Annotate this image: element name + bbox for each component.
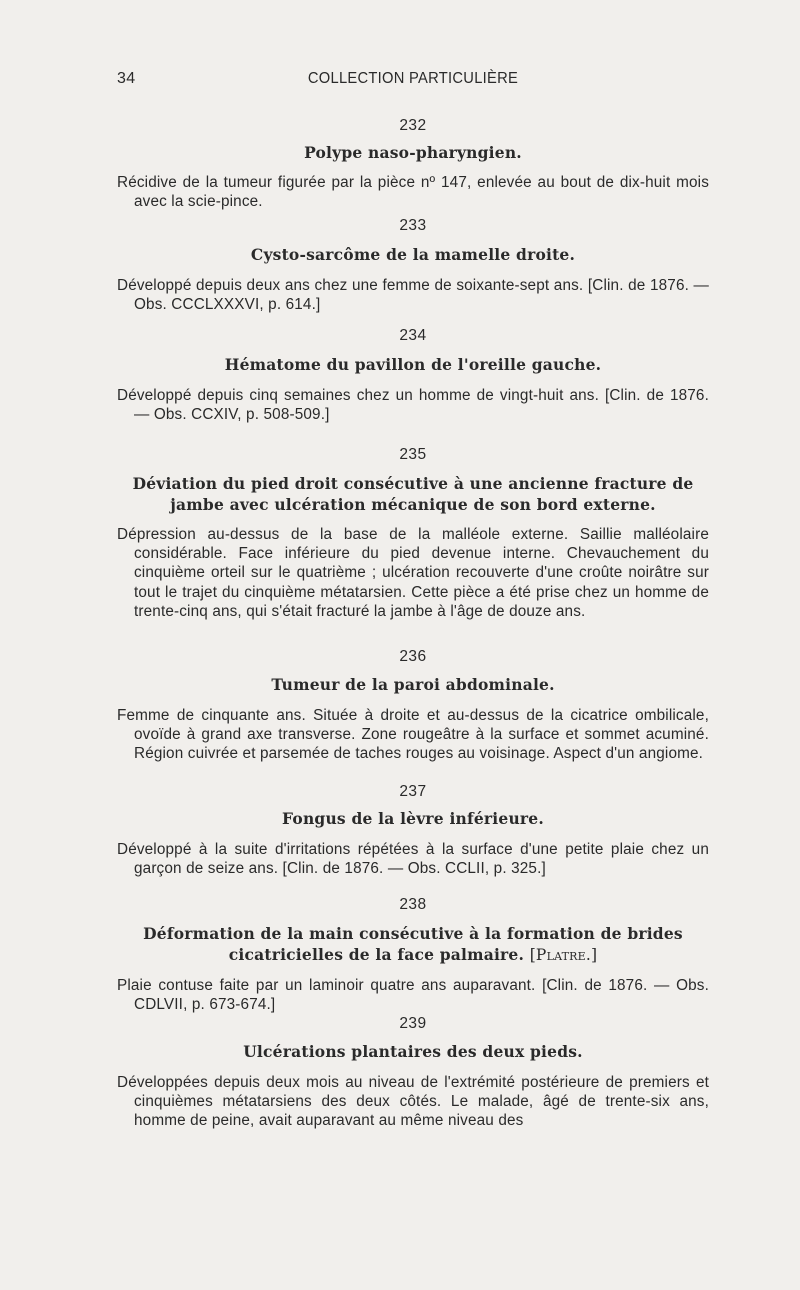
entry-text: Femme de cinquante ans. Située à droite et au-dessus de la cicatrice ombilicale, ovoïde à grand axe transverse. Zone rougeâtre à la surface et sommet acuminé. Région cuivrée et parsemée de taches rouges au voisinage. Aspect d'un angiome. bbox=[117, 707, 709, 763]
entry-number: 239 bbox=[399, 1015, 427, 1032]
entry-number: 234 bbox=[399, 327, 427, 344]
entry-title: Fongus de la lèvre inférieure. bbox=[282, 809, 544, 828]
entry-title-line: Déviation du pied droit consécutive à une ancienne fracture de bbox=[132, 474, 694, 493]
entry-title-note: [Platre.] bbox=[529, 946, 598, 964]
entry-number: 232 bbox=[399, 117, 427, 134]
entry-text: Plaie contuse faite par un laminoir quatre ans auparavant. [Clin. de 1876. — Obs. CDLVII, p. 673-674.] bbox=[117, 977, 709, 1014]
entry-number: 236 bbox=[399, 648, 427, 665]
catalog-entry bbox=[117, 893, 709, 1014]
entry-title: Polype naso-pharyngien. bbox=[304, 143, 522, 162]
entry-title: Tumeur de la paroi abdominale. bbox=[271, 675, 555, 694]
entry-text: Développé à la suite d'irritations répétées à la surface d'une petite plaie chez un garçon de seize ans. [Clin. de 1876. — Obs. CCLII, p. 325.] bbox=[117, 841, 709, 878]
entry-text: Développé depuis cinq semaines chez un homme de vingt-huit ans. [Clin. de 1876. — Obs. CCXIV, p. 508-509.] bbox=[117, 387, 709, 424]
page-header bbox=[117, 70, 709, 92]
page-number: 34 bbox=[117, 70, 136, 87]
entry-title-line bbox=[117, 944, 709, 966]
entry-title bbox=[117, 473, 709, 515]
entry-number: 238 bbox=[399, 896, 427, 913]
entry-text: Récidive de la tumeur figurée par la pièce nº 147, enlevée au bout de dix-huit mois avec la scie-pince. bbox=[117, 174, 709, 211]
entry-title-line: jambe avec ulcération mécanique de son bord externe. bbox=[170, 495, 656, 514]
entry-number: 235 bbox=[399, 446, 427, 463]
catalog-entry bbox=[117, 1012, 709, 1131]
entry-number: 237 bbox=[399, 783, 427, 800]
catalog-entry bbox=[117, 114, 709, 211]
entry-title-line: Déformation de la main consécutive à la formation de brides bbox=[143, 924, 683, 943]
catalog-entry bbox=[117, 780, 709, 878]
catalog-entry bbox=[117, 324, 709, 424]
entry-title-text: cicatricielles de la face palmaire. bbox=[228, 945, 525, 964]
catalog-entry bbox=[117, 645, 709, 764]
entry-title bbox=[117, 923, 709, 966]
catalog-entry bbox=[117, 214, 709, 314]
entry-title: Cysto-sarcôme de la mamelle droite. bbox=[250, 245, 576, 264]
running-title: COLLECTION PARTICULIÈRE bbox=[307, 70, 519, 87]
entry-text: Dépression au-dessus de la base de la malléole externe. Saillie malléolaire considérable. Face inférieure du pied devenue interne. Chevauchement du cinquième orteil sur le quatrième ; ulcération recouverte d'une croûte noirâtre sur tout le trajet du cinquième métatarsien. Cette pièce a été prise chez un homme de trente-cinq ans, qui s'était fracturé la jambe à l'âge de douze ans. bbox=[117, 526, 709, 620]
entry-title: Hématome du pavillon de l'oreille gauche. bbox=[224, 355, 602, 374]
entry-number: 233 bbox=[399, 217, 427, 234]
catalog-entry bbox=[117, 443, 709, 621]
entry-title: Ulcérations plantaires des deux pieds. bbox=[243, 1042, 583, 1061]
entry-text: Développé depuis deux ans chez une femme de soixante-sept ans. [Clin. de 1876. — Obs. CCCLXXXVI, p. 614.] bbox=[117, 277, 709, 314]
entry-text: Développées depuis deux mois au niveau de l'extrémité postérieure de premiers et cinquièmes métatarsiens des deux côtés. Le malade, âgé de trente-six ans, homme de peine, avait auparavant au même niveau des bbox=[117, 1074, 709, 1130]
